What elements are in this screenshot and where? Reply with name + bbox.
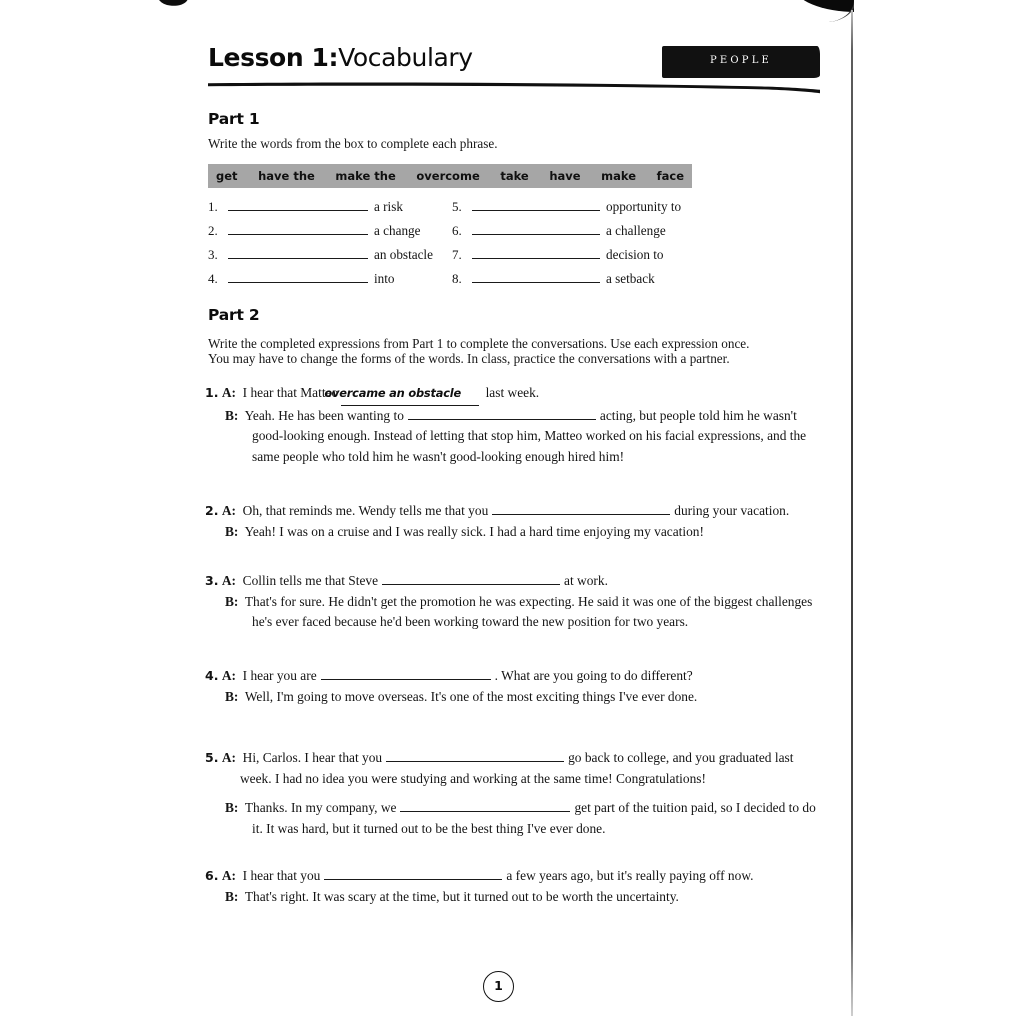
phrase-answer-blank[interactable] [228, 198, 368, 211]
phrase-tail: into [374, 271, 395, 286]
word-bank-item[interactable]: have [549, 169, 581, 183]
conversation-answer-blank[interactable] [400, 800, 570, 812]
word-bank-item[interactable]: have the [258, 169, 315, 183]
conversation-text-post: . What are you going to do different? [494, 668, 693, 683]
lesson-label: Lesson 1: [208, 43, 339, 72]
conversation-text-post: Yeah! I was on a cruise and I was really sick. I had a hard time enjoying my vacation! [244, 523, 704, 539]
conversation-text-post: last week. [485, 385, 540, 400]
speaker-label-a: A: [221, 385, 236, 400]
speaker-label-b: B: [225, 593, 239, 609]
phrase-number: 8. [452, 271, 462, 286]
part1-phrase-list-left [208, 198, 433, 294]
phrase-answer-blank[interactable] [472, 270, 600, 283]
phrase-item [452, 198, 681, 222]
speaker-label-a: A: [221, 668, 236, 683]
conversation-item [205, 383, 819, 467]
word-bank-item[interactable]: overcome [416, 169, 480, 183]
word-bank-item[interactable]: take [500, 169, 529, 183]
speaker-label-a: A: [221, 868, 236, 883]
conversation-text-post: acting, but people told him he wasn't good-looking enough. Instead of letting that stop him, Matteo worked on his facial expressions, and the same people who told him he wasn't good-looking enough hired him! [252, 407, 807, 464]
phrase-number: 5. [452, 199, 462, 214]
phrase-answer-blank[interactable] [472, 222, 600, 235]
conversation-text-pre: Hi, Carlos. I hear that you [242, 750, 383, 765]
conversation-line-b [225, 687, 819, 708]
word-bank-item[interactable]: face [656, 169, 684, 183]
phrase-answer-blank[interactable] [228, 270, 368, 283]
conversation-text-pre: Oh, that reminds me. Wendy tells me that you [242, 503, 489, 518]
unit-banner: PEOPLE [662, 46, 820, 78]
phrase-tail: decision to [606, 247, 664, 262]
phrase-tail: a risk [374, 199, 403, 214]
conversation-text-pre: Collin tells me that Steve [242, 573, 379, 588]
page-title [208, 43, 473, 72]
conversation-text-pre: I hear you are [242, 668, 317, 683]
part2-instruction-line1: Write the completed expressions from Part 1 to complete the conversations. Use each expression once. [208, 336, 750, 351]
conversation-text-post: during your vacation. [674, 503, 790, 518]
phrase-number: 3. [208, 247, 218, 262]
title-divider-rule [208, 80, 820, 94]
conversation-line-b [225, 798, 819, 839]
conversation-answer-blank[interactable]: overcame an obstacle [341, 383, 479, 406]
conversation-number: 6. [205, 868, 219, 883]
part2-instruction-line2: You may have to change the forms of the words. In class, practice the conversations with a partner. [208, 351, 730, 366]
conversation-answer-blank[interactable] [492, 503, 670, 515]
phrase-item [208, 246, 433, 270]
conversation-line-a [205, 383, 819, 406]
speaker-label-b: B: [225, 800, 239, 815]
phrase-item [208, 222, 433, 246]
speaker-label-a: A: [221, 750, 236, 765]
phrase-tail: a change [374, 223, 421, 238]
conversation-answer-blank[interactable] [382, 573, 560, 585]
conversation-text-post: That's for sure. He didn't get the promotion he was expecting. He said it was one of the biggest challenges he's ever faced because he'd been working toward the new position for two years. [244, 593, 813, 629]
phrase-item [452, 222, 681, 246]
phrase-answer-blank[interactable] [472, 246, 600, 259]
phrase-item [208, 270, 433, 294]
conversation-text-pre: I hear that you [242, 868, 321, 883]
word-bank-item[interactable]: make the [335, 169, 396, 183]
conversation-text-pre: Yeah. He has been wanting to [244, 407, 404, 423]
word-bank-item[interactable]: get [216, 169, 238, 183]
speaker-label-b: B: [225, 688, 239, 704]
page-header [208, 43, 820, 83]
conversation-item [205, 866, 819, 907]
phrase-number: 6. [452, 223, 462, 238]
conversation-line-b [225, 887, 819, 908]
conversation-text-post: That's right. It was scary at the time, but it turned out to be worth the uncertainty. [244, 888, 679, 904]
speaker-label-a: A: [221, 573, 236, 588]
conversation-number: 1. [205, 385, 219, 400]
word-bank-item[interactable]: make [601, 169, 637, 183]
conversation-text-post: at work. [564, 573, 608, 588]
part2-heading: Part 2 [208, 306, 260, 324]
conversation-answer-blank[interactable] [321, 668, 491, 680]
conversation-text-pre: I hear that Matteo [242, 385, 339, 400]
conversation-line-a [205, 666, 819, 687]
phrase-number: 7. [452, 247, 462, 262]
conversation-item [205, 748, 819, 839]
phrase-tail: an obstacle [374, 247, 433, 262]
conversation-item [205, 666, 819, 707]
conversation-number: 4. [205, 668, 219, 683]
conversation-line-b [225, 592, 819, 633]
phrase-item [452, 246, 681, 270]
conversation-answer-blank[interactable] [386, 750, 564, 762]
phrase-answer-blank[interactable] [228, 246, 368, 259]
conversation-text-post: a few years ago, but it's really paying off now. [506, 868, 754, 883]
conversation-line-a [205, 501, 819, 522]
phrase-item [452, 270, 681, 294]
conversation-item [205, 501, 819, 542]
page-number: 1 [483, 971, 514, 1002]
speaker-label-b: B: [225, 407, 239, 423]
conversation-text-pre: Thanks. In my company, we [244, 800, 397, 815]
page-outer-margin [854, 0, 1024, 1024]
word-bank-box [208, 164, 692, 188]
conversation-line-b [225, 406, 819, 468]
conversation-line-b [225, 522, 819, 543]
lesson-topic: Vocabulary [338, 43, 473, 72]
part1-instruction: Write the words from the box to complete each phrase. [208, 136, 498, 151]
conversation-number: 3. [205, 573, 219, 588]
speaker-label-b: B: [225, 888, 239, 904]
conversation-text-post: get part of the tuition paid, so I decided to do it. It was hard, but it turned out to be the best thing I've ever done. [252, 800, 816, 836]
part1-heading: Part 1 [208, 110, 260, 128]
phrase-number: 4. [208, 271, 218, 286]
conversation-number: 2. [205, 503, 219, 518]
phrase-number: 1. [208, 199, 218, 214]
conversation-answer-blank[interactable] [324, 868, 502, 880]
conversation-number: 5. [205, 750, 219, 765]
phrase-answer-blank[interactable] [228, 222, 368, 235]
phrase-answer-blank[interactable] [472, 198, 600, 211]
phrase-tail: a setback [606, 271, 655, 286]
phrase-item [208, 198, 433, 222]
speaker-label-b: B: [225, 523, 239, 539]
phrase-number: 2. [208, 223, 218, 238]
speaker-label-a: A: [221, 503, 236, 518]
conversation-text-post: Well, I'm going to move overseas. It's one of the most exciting things I've ever done. [244, 688, 698, 704]
conversation-line-a [205, 571, 819, 592]
conversation-answer-blank[interactable] [408, 408, 596, 420]
phrase-tail: opportunity to [606, 199, 682, 214]
conversation-text-post: go back to college, and you graduated last week. I had no idea you were studying and working at the same time! Congratulations! [240, 750, 794, 786]
phrase-tail: a challenge [606, 223, 666, 238]
conversation-line-a [205, 866, 819, 887]
conversation-item [205, 571, 819, 633]
conversation-line-a [205, 748, 819, 789]
part1-phrase-list-right [452, 198, 681, 294]
